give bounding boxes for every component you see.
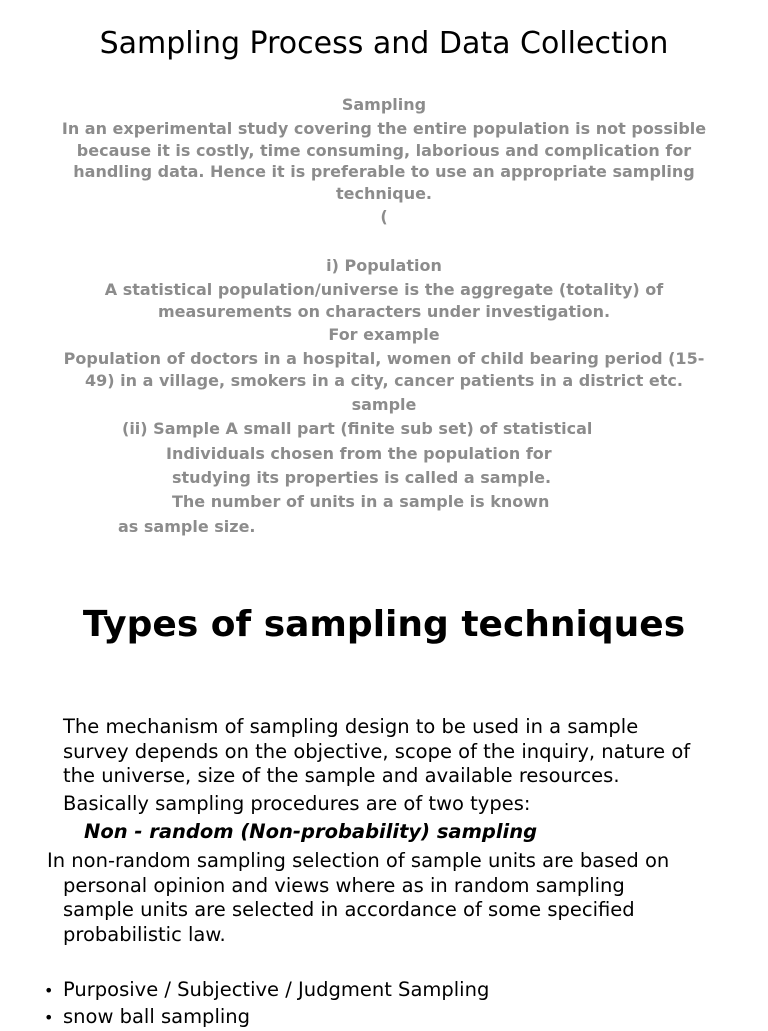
mechanism-line: The mechanism of sampling design to be used in a sample (63, 715, 639, 738)
for-example-label: For example (328, 325, 440, 344)
nonrandom-heading: Non - random (Non-probability) sampling (84, 820, 538, 843)
bullet-item (44, 978, 490, 1004)
types-title: Types of sampling techniques (82, 604, 686, 645)
intro-line: In an experimental study covering the entire population is not possible (61, 119, 707, 138)
slide-title: Sampling Process and Data Collection (99, 26, 669, 61)
bullet-item (44, 1005, 251, 1031)
bullet-icon: • (44, 1008, 54, 1027)
sample-line: studying its properties is called a sample. (172, 468, 552, 487)
population-line: A statistical population/universe is the aggregate (totality) of (104, 280, 664, 299)
basically-line: Basically sampling procedures are of two types: (63, 792, 531, 815)
sample-line: The number of units in a sample is known (172, 492, 550, 511)
nonrandom-line: sample units are selected in accordance of some specified (63, 898, 635, 921)
intro-line: technique. (335, 183, 433, 203)
mechanism-line: survey depends on the objective, scope of the inquiry, nature of (63, 739, 691, 763)
sample-line: Individuals chosen from the population for (166, 444, 552, 463)
mechanism-line: the universe, size of the sample and available resources. (63, 764, 620, 787)
nonrandom-line: personal opinion and views where as in random sampling (63, 873, 625, 897)
intro-line: because it is costly, time consuming, laborious and complication for (76, 140, 692, 160)
sample-label: sample (351, 395, 417, 414)
population-heading: i) Population (326, 256, 442, 275)
nonrandom-line: probabilistic law. (63, 922, 226, 946)
nonrandom-line: In non-random sampling selection of sample units are based on (47, 849, 670, 872)
bullet-text: Purposive / Subjective / Judgment Sampling (63, 978, 490, 1001)
bullet-icon: • (44, 981, 54, 1000)
intro-line: handling data. Hence it is preferable to use an appropriate sampling (73, 162, 695, 181)
example-line: Population of doctors in a hospital, women of child bearing period (15- (63, 349, 705, 368)
sample-line: as sample size. (118, 517, 256, 536)
sampling-heading: Sampling (341, 95, 427, 114)
population-line: measurements on characters under investigation. (157, 301, 611, 321)
paren-text: ( (380, 207, 388, 226)
bullet-text: snow ball sampling (63, 1005, 251, 1028)
sample-line: (ii) Sample A small part (finite sub set) of statistical (122, 419, 593, 438)
example-line: 49) in a village, smokers in a city, cancer patients in a district etc. (85, 370, 683, 390)
